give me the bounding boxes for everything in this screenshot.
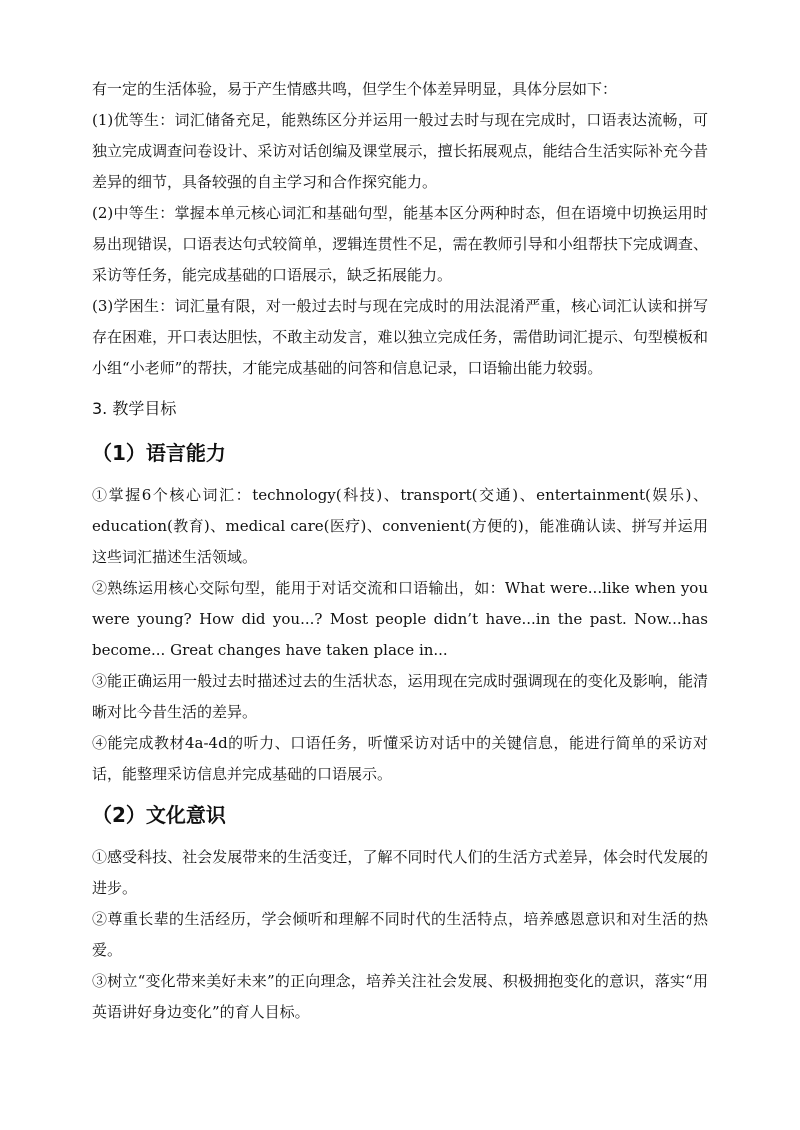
language-goal-item: ②熟练运用核心交际句型，能用于对话交流和口语输出，如：What were...like when you were young? How did you...? Most people didn’t have...in the past. Now...has become... Great changes have taken place in... bbox=[92, 579, 708, 659]
language-goal-item: ③能正确运用一般过去时描述过去的生活状态，运用现在完成时强调现在的变化及影响，能清晰对比今昔生活的差异。 bbox=[92, 672, 708, 721]
language-goal-item: ④能完成教材4a-4d的听力、口语任务，听懂采访对话中的关键信息，能进行简单的采访对话，能整理采访信息并完成基础的口语展示。 bbox=[92, 734, 708, 783]
intro-paragraph: 有一定的生活体验，易于产生情感共鸣，但学生个体差异明显，具体分层如下： bbox=[92, 80, 618, 98]
document-page bbox=[92, 74, 708, 1028]
subheading-cultural-awareness: （2）文化意识 bbox=[92, 803, 226, 827]
culture-goal-item: ②尊重长辈的生活经历，学会倾听和理解不同时代的生活特点，培养感恩意识和对生活的热爱。 bbox=[92, 910, 708, 959]
tier-struggling-students: (3)学困生：词汇量有限，对一般过去时与现在完成时的用法混淆严重，核心词汇认读和拼写存在困难，开口表达胆怯，不敢主动发言，难以独立完成任务，需借助词汇提示、句型模板和小组“小老师”的帮扶，才能完成基础的问答和信息记录，口语输出能力较弱。 bbox=[92, 297, 708, 377]
tier-middle-students: (2)中等生：掌握本单元核心词汇和基础句型，能基本区分两种时态，但在语境中切换运用时易出现错误，口语表达句式较简单，逻辑连贯性不足，需在教师引导和小组帮扶下完成调查、采访等任务，能完成基础的口语展示，缺乏拓展能力。 bbox=[92, 204, 708, 284]
language-goal-item: ①掌握6个核心词汇：technology(科技)、transport(交通)、entertainment(娱乐)、education(教育)、medical care(医疗)、convenient(方便的)，能准确认读、拼写并运用这些词汇描述生活领域。 bbox=[92, 486, 708, 566]
subheading-language-ability: （1）语言能力 bbox=[92, 441, 226, 465]
tier-top-students: (1)优等生：词汇储备充足，能熟练区分并运用一般过去时与现在完成时，口语表达流畅，可独立完成调查问卷设计、采访对话创编及课堂展示，擅长拓展观点，能结合生活实际补充今昔差异的细节，具备较强的自主学习和合作探究能力。 bbox=[92, 111, 708, 191]
culture-goal-item: ③树立“变化带来美好未来”的正向理念，培养关注社会发展、积极拥抱变化的意识，落实“用英语讲好身边变化”的育人目标。 bbox=[92, 972, 708, 1021]
section-heading-teaching-goals: 3. 教学目标 bbox=[92, 399, 177, 418]
culture-goal-item: ①感受科技、社会发展带来的生活变迁，了解不同时代人们的生活方式差异，体会时代发展的进步。 bbox=[92, 848, 708, 897]
